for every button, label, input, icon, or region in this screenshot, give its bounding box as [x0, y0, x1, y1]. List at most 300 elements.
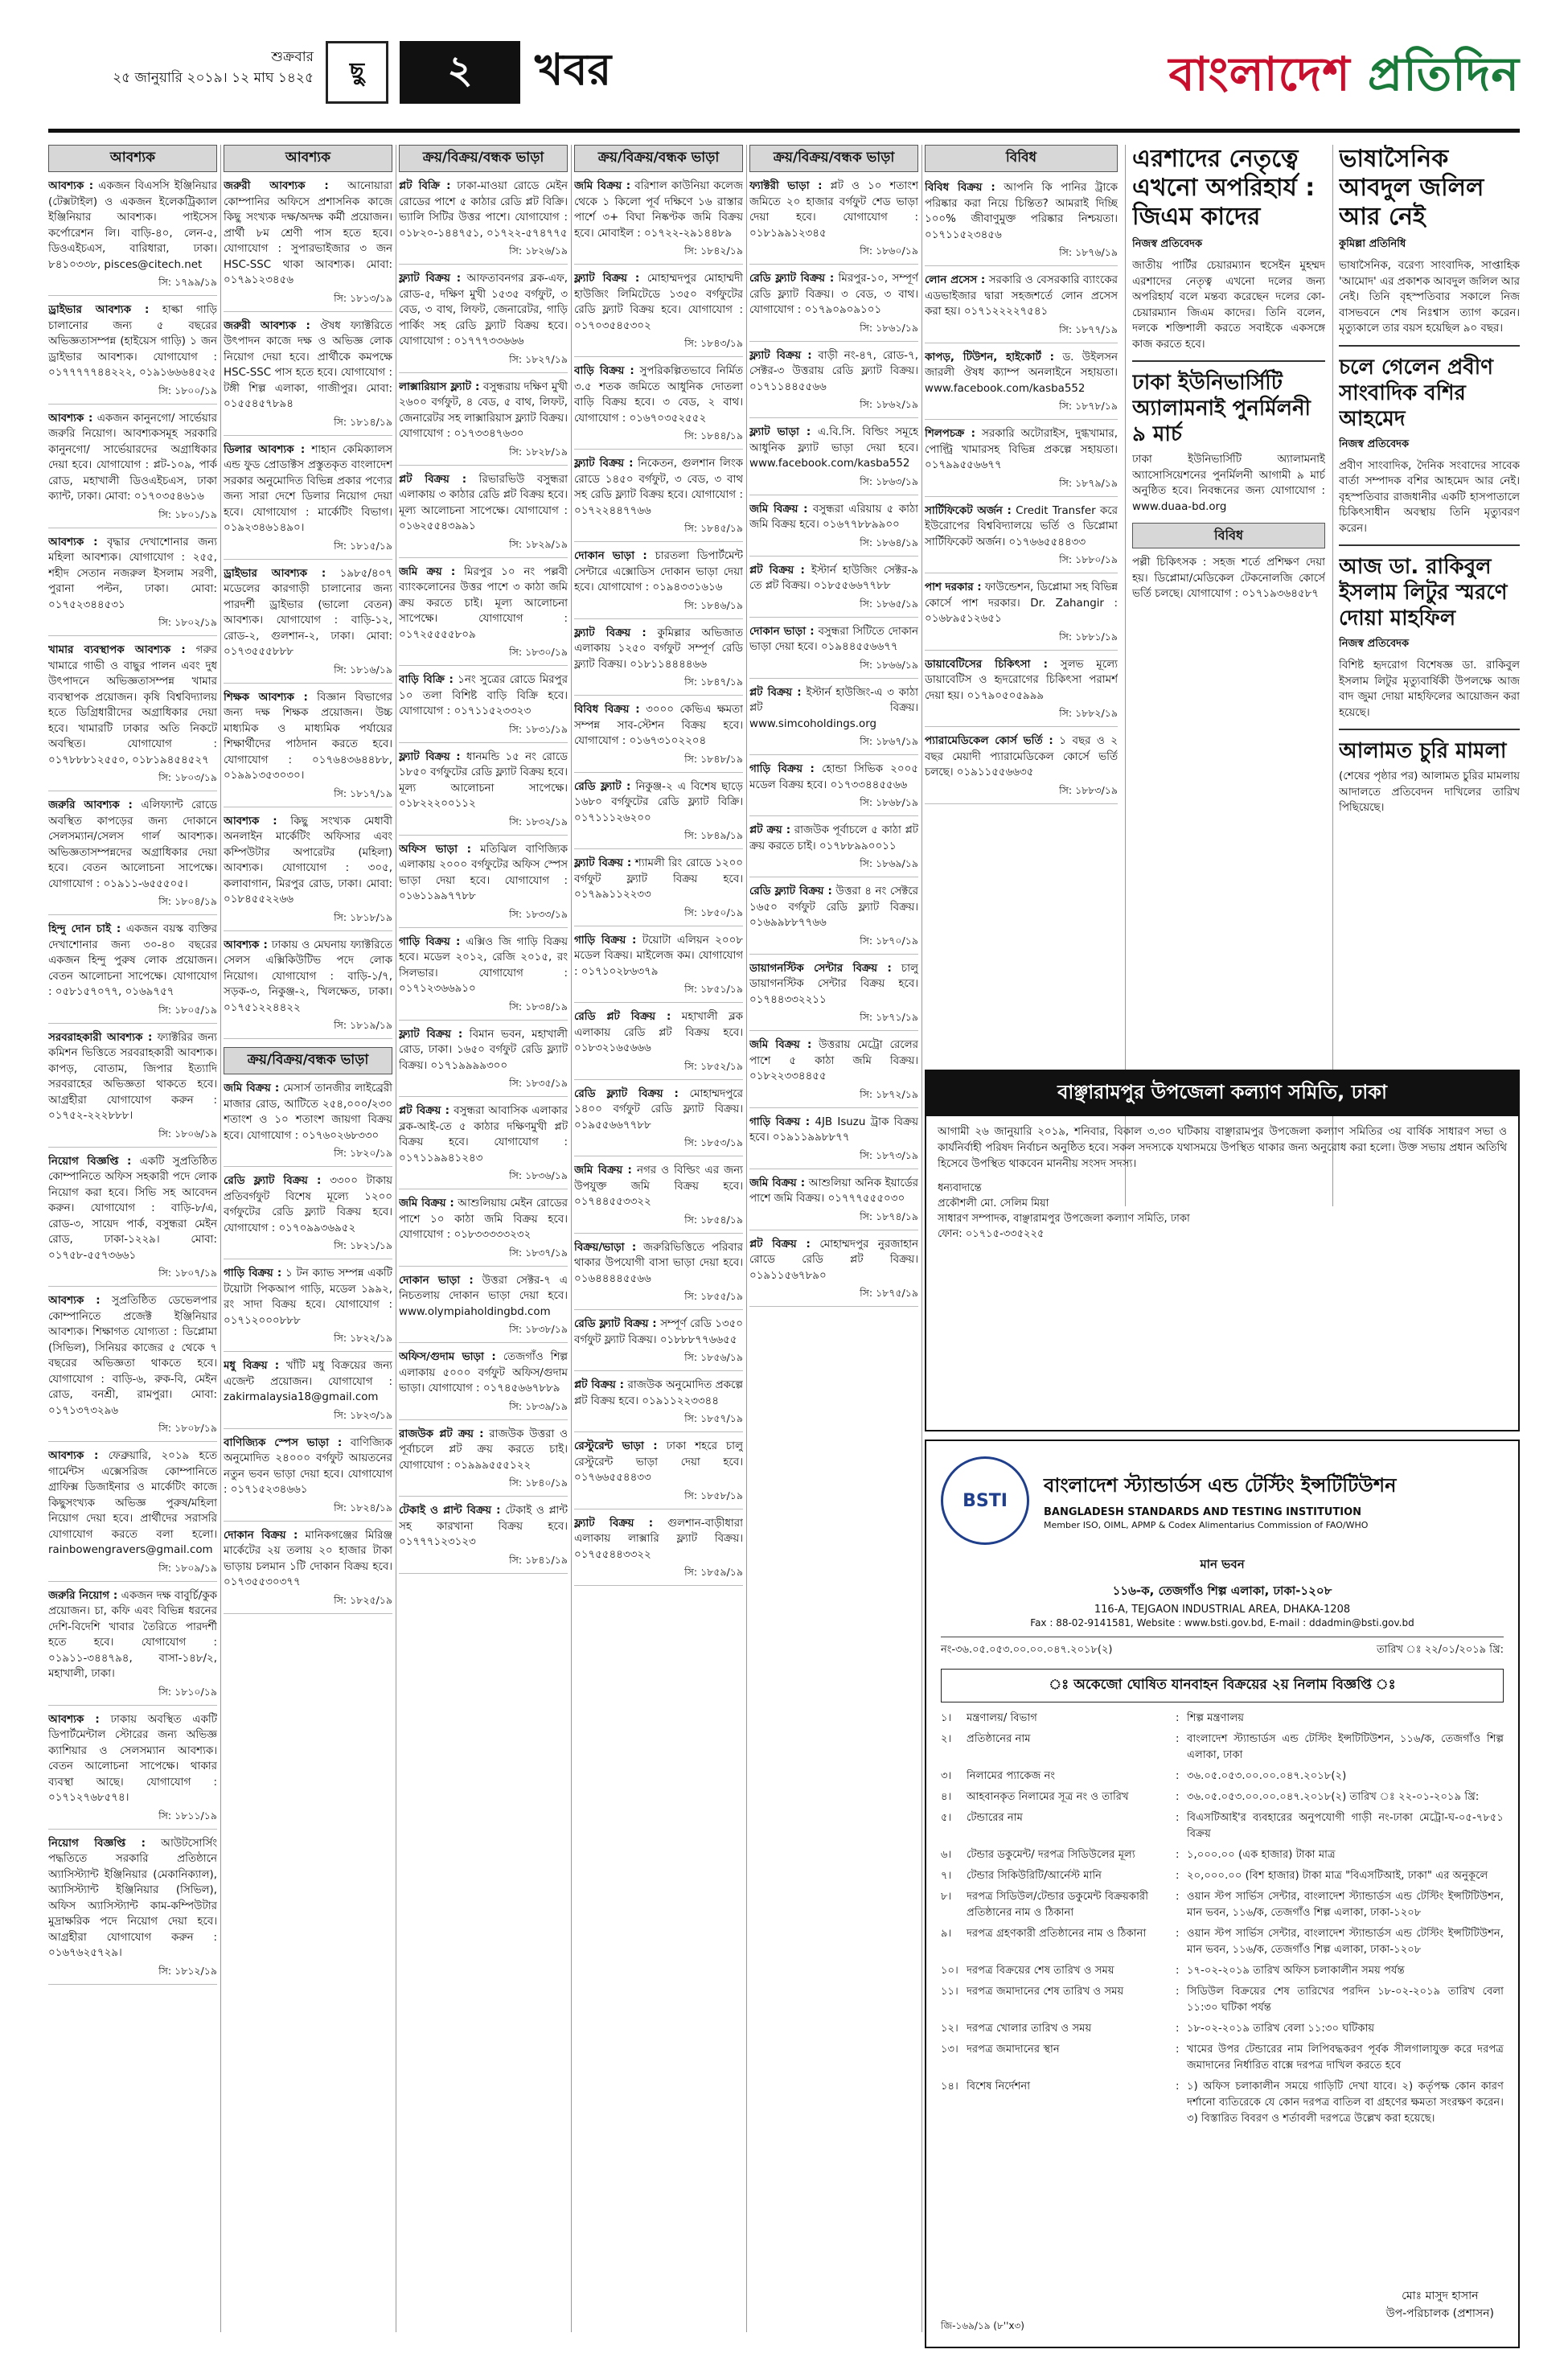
classified-ad [224, 318, 392, 413]
column-heading: আবশ্যক [224, 145, 392, 172]
classified-column [48, 145, 217, 2332]
ad-ref: সি: ১৮০০/১৯ [48, 384, 217, 405]
ad-lead: রেস্টুরেন্ট ভাড়া : [574, 1440, 658, 1452]
ad-text: নগর ও বিল্ডিং এর জন্য উপযুক্ত জমি বিক্রয় হবে। ০১৭৪৪৫৫৩৩২২ [574, 1164, 743, 1208]
row-colon: : [1176, 1965, 1180, 1977]
ad-text: মোহাম্মদপুর নুরজাহান রোডে রেডি প্লট বিক্রয়। ০১৯১১৫৬৭৮৯০ [749, 1238, 918, 1282]
ad-ref: সি: ১৮২৬/১৯ [399, 244, 568, 265]
classified-ad [574, 548, 743, 596]
ad-lead: নিয়োগ বিজ্ঞপ্তি : [48, 1837, 146, 1850]
ad-lead: ফ্ল্যাট বিক্রয় : [574, 1517, 654, 1530]
classified-ad [749, 762, 918, 793]
classified-ad [224, 1435, 392, 1498]
ad-ref: সি: ১৮৭৪/১৯ [749, 1210, 918, 1230]
ad-lead: জমি বিক্রয় : [749, 503, 808, 515]
ad-lead: অফিস ভাড়া : [399, 843, 471, 856]
ad-ref: সি: ১৮৩৩/১৯ [399, 908, 568, 928]
ad-ref: সি: ১৮৪৫/১৯ [574, 522, 743, 542]
divider [1339, 729, 1520, 730]
classified-ad [224, 1266, 392, 1329]
ad-lead: বাণিজ্যিক স্পেস ভাড়া : [224, 1436, 343, 1449]
ad-text: বিজ্ঞান বিভাগের জন্য দক্ষ শিক্ষক প্রয়োজন। উচ্চ মাধ্যমিক ও মাধ্যমিক পর্যায়ের শিক্ষার্থীদের পাঠদান করতে হবে। যোগাযোগ : ০১৭৬৪৩৬৪৪৮৮, ০১৯৯১৩৫৩০৩০। [224, 691, 392, 782]
ad-text: বসুন্ধরা এরিয়ায় ৫ কাঠা জমি বিক্রয় হবে। ০১৬৭৭৮৮৯৯০০ [749, 503, 918, 531]
ad-lead: দোকান ভাড়া : [399, 1274, 474, 1287]
ad-lead: ড্রাইভার আবশ্যক : [224, 567, 326, 580]
ad-lead: ফ্ল্যাট বিক্রয় : [574, 458, 634, 470]
row-value: ৩৬.০৫.০৫৩.০০.০০.০৪৭.২০১৮(২) [1187, 1770, 1347, 1782]
logo-part-1: বাংলাদেশ [1168, 47, 1368, 101]
column-divider [571, 145, 572, 2332]
ad-ref: সি: ১৮৩৯/১৯ [399, 1400, 568, 1420]
ad-text: তেজগাঁও শিল্প এলাকায় ৫০০০ বর্গফুট অফিস/গুদাম ভাড়া। যোগাযোগ : ০১৭৪৫৬৬৭৮৮৯ [399, 1351, 568, 1394]
ad-text: 4JB Isuzu ট্রাক বিক্রয় হবে। ০১৯১১৯৯৮৮৭৭ [749, 1115, 918, 1144]
section-title: খবর [535, 44, 612, 95]
ad-ref: সি: ১৮২৯/১৯ [399, 538, 568, 558]
ad-text: টয়োটা এলিয়ন ২০০৮ মডেল বিক্রয়। মাইলেজ কম। যোগাযোগ : ০১৭১০২৮৬৩৭৯ [574, 934, 743, 978]
classified-ad [48, 179, 217, 273]
bibidh-ad [925, 350, 1118, 397]
classified-ad [749, 271, 918, 318]
ad-text: আপনি কি পানির ট্রাকে পরিষ্কার করা নিয়ে চিন্তিত? আমরাই দিচ্ছি ১০০% জীবাণুমুক্ত পরিষ্কার নিশ্চয়তা। ০১৭১১৫২৩৪৫৬ [925, 182, 1118, 241]
ad-text: একটি সুপ্রতিষ্ঠিত কোম্পানিতে অফিস সহকারী পদে লোক নিয়োগ করা হবে। সিভি সহ আবেদন করুন। যোগাযোগ : বাড়ি-৮/এ, রোড-৩, সায়েদ পার্ক, বসুন্ধরা মেইন রোড, ঢাকা-১২২৯। মোবা: ০১৭৫৮-৫৫৭৩৬৬১ [48, 1155, 217, 1262]
ad-text: মানিকগঞ্জের মিরিঞ্জ মার্কেটের ২য় তলায় ২০ হাজার টাকা ভাড়ায় চলমান ১টি দোকান বিক্রয় হবে। ০১৭৩৫৫৩০৩৭৭ [224, 1529, 392, 1588]
ad-ref: সি: ১৮৪২/১৯ [574, 244, 743, 265]
bibidh-ad [925, 580, 1118, 627]
ad-lead: রেডি প্লট বিক্রয় : [574, 1011, 671, 1023]
row-key: বিশেষ নির্দেশনা [967, 2080, 1031, 2093]
ad-lead: কাপড়, টিউশন, হাইকোর্ট : [925, 351, 1054, 363]
tender-row [941, 1926, 1504, 1958]
ad-text: ফাউন্ডেশন, ডিপ্লোমা সহ বিভিন্ন কোর্সে পাশ দরকার। Dr. Zahangir : ০১৬৮৯৫১২৬৫১ [925, 581, 1118, 625]
row-colon: : [1176, 1733, 1180, 1745]
ad-ref: সি: ১৮৩৬/১৯ [399, 1169, 568, 1189]
classified-ad [574, 1439, 743, 1486]
row-key: দরপত্র সিডিউল/টেন্ডার ডকুমেন্ট বিক্রয়কারী প্রতিষ্ঠানের নাম ও ঠিকানা [967, 1891, 1148, 1919]
ad-lead: প্লট বিক্রয় : [749, 686, 802, 699]
classified-ad [749, 884, 918, 931]
ad-ref: সি: ১৮৪৩/১৯ [574, 337, 743, 357]
row-value: ১) অফিস চলাকালীন সময়ে গাড়িটি দেখা যাবে। ২) কর্তৃপক্ষ কোন কারণ দর্শানো ব্যতিরেকে যে কোন দরপত্র বাতিল বা গ্রহণের ক্ষমতা সংরক্ষণ করেন। ৩) বিস্তারিত বিবরণ ও শর্তাবলী দরপত্রে উল্লেখ করা হয়েছে। [1187, 2080, 1504, 2125]
ad-text: ড. উইলসন জারলী ঔষধ ক্যাম্প অনলাইনে সহায়তা। www.facebook.com/kasba552 [925, 351, 1118, 395]
ad-lead: ফ্ল্যাট বিক্রয় : [574, 857, 632, 869]
ad-lead: রেডি ফ্ল্যাট বিক্রয় : [749, 885, 832, 897]
classified-ad [399, 672, 568, 720]
tender-ref: জি-১৬৯/১৯ (৮''x৩) [941, 2320, 1024, 2331]
ad-lead: আবশ্যক : [224, 939, 268, 951]
row-value: ওয়ান স্টপ সার্ভিস সেন্টার, বাংলাদেশ স্ট্যান্ডার্ডস এন্ড টেস্টিং ইন্সটিটিউশন, মান ভবন, ১১৬/ক, তেজগাঁও শিল্প এলাকা, ঢাকা-১২০৮ [1187, 1928, 1504, 1956]
ad-ref: সি: ১৮৭৬/১৯ [925, 246, 1118, 266]
masthead [48, 32, 1520, 121]
classified-ad [399, 1027, 568, 1074]
classified-ad [399, 1103, 568, 1166]
ad-lead: রেডি ফ্ল্যাট বিক্রয় : [224, 1175, 322, 1187]
classified-column [399, 145, 568, 2332]
ad-lead: গাড়ি বিক্রয় : [224, 1267, 282, 1279]
ad-lead: জমি বিক্রয় : [574, 180, 631, 192]
org-name-bn: বাংলাদেশ স্ট্যান্ডার্ডস এন্ড টেস্টিং ইন্সটিটিউশন [1044, 1474, 1397, 1497]
classified-ad [48, 1154, 217, 1264]
ad-text: বসুন্ধরা সিটিতে দোকান ভাড়া দেয়া হবে। ০১৯৪৪৫৫৬৬৭৭ [749, 625, 918, 653]
classified-column [224, 145, 392, 2332]
classified-ad [749, 1176, 918, 1207]
ad-text: Credit Transfer করে ইউরোপের বিশ্ববিদ্যালয়ে ভর্তি ও ডিপ্লোমা সার্টিফিকেট অর্জন। ০১৭৬৬৫৫৪৪৩৩ [925, 504, 1118, 548]
row-colon: : [1176, 1770, 1180, 1782]
classified-ad [48, 643, 217, 768]
bibidh-ads [925, 180, 1118, 1210]
story5-headline: আজ ডা. রাকিবুল ইসলাম লিটুর স্মরণে দোয়া মাহফিল [1339, 555, 1508, 630]
ad-lead: ফ্যাক্টরী ভাড়া : [749, 180, 823, 192]
row-key: টেন্ডার সিকিউরিটি/আর্নেস্ট মানি [967, 1870, 1102, 1882]
row-value: ১৭-০২-২০১৯ তারিখ অফিস চলাকালীন সময় পর্যন্ত [1187, 1965, 1405, 1977]
tender-row [941, 2079, 1504, 2127]
ad-ref: সি: ১৮৫৩/১৯ [574, 1136, 743, 1156]
bibidh2-text: পল্লী চিকিৎসক : সহজ শর্তে প্রশিক্ষণ দেয়া হয়। ডিপ্লোমা/মেডিকেল টেকনোলজি কোর্সে ভর্তি চলছে। যোগাযোগ : ০১৭১৯৩৬৪৫৮৭ [1132, 557, 1325, 600]
ad-text: শ্যামলী রিং রোডে ১২০০ বর্গফুট ফ্ল্যাট বিক্রয় হবে। ০১৭৯৯১১২২৩৩ [574, 857, 743, 901]
ad-lead: ফ্ল্যাট বিক্রয় : [399, 1028, 463, 1041]
tender-row [941, 2021, 1504, 2037]
row-value: শিল্প মন্ত্রণালয় [1187, 1712, 1245, 1724]
row-value: খামের উপর টেন্ডারের নাম লিপিবদ্ধকরণ পূর্বক সীলগালাযুক্ত করে দরপত্র জমাদানের নির্ধারিত বাক্সে দরপত্র দাখিল করতে হবে [1187, 2043, 1504, 2072]
ad-ref: সি: ১৮৮২/১৯ [925, 707, 1118, 727]
bibidh-heading: বিবিধ [925, 145, 1118, 172]
ad-ref: সি: ১৮১৬/১৯ [224, 663, 392, 684]
row-key: দরপত্র বিক্রয়ের শেষ তারিখ ও সময় [967, 1965, 1114, 1977]
classified-ad [399, 380, 568, 442]
classified-ad [224, 1528, 392, 1591]
tender-row [941, 1847, 1504, 1863]
tender-row [941, 1963, 1504, 1979]
page-label [326, 32, 611, 113]
ad-lead: রেডি ফ্ল্যাট : [574, 780, 631, 793]
row-key: প্রতিষ্ঠানের নাম [967, 1733, 1031, 1745]
story2-headline: ঢাকা ইউনিভার্সিটি অ্যালামনাই পুনর্মিলনী ৯ মার্চ [1132, 371, 1311, 446]
ad-lead: প্যারামেডিকেল কোর্স ভর্তি : [925, 735, 1053, 747]
row-number: ১৪। [941, 2080, 958, 2093]
classified-column [574, 145, 743, 2332]
tender-row [941, 1810, 1504, 1842]
ad-lead: শিলপচক্র : [925, 428, 976, 440]
signature-line: ফোন: ০১৭১৫-৩৩৫২২৫ [938, 1228, 1045, 1240]
ad-lead: প্লট বিক্রয় : [399, 473, 467, 486]
ad-text: এক্সিও জি গাড়ি বিক্রয় হবে। মডেল ২০১২, রেজি ২০১৫, রং সিলভার। যোগাযোগ : ০১৭১২৩৬৬৯১০ [399, 935, 568, 995]
tender-header [941, 1452, 1504, 1549]
story5-text: বিশিষ্ট হৃদরোগ বিশেষজ্ঞ ডা. রাকিবুল ইসলাম লিটুর মৃত্যুবার্ষিকী উপলক্ষে আজ বাদ জুমা দোয়া মাহফিলের আয়োজন করা হয়েছে। [1339, 659, 1520, 719]
org-membership: Member ISO, OIML, APMP & Codex Alimentarius Commission of FAO/WHO [1044, 1520, 1369, 1530]
column-heading: ক্রয়/বিক্রয়/বন্ধক ভাড়া [574, 145, 743, 172]
ad-ref: সি: ১৮০৪/১৯ [48, 895, 217, 915]
classified-ad [48, 1588, 217, 1682]
ad-ref: সি: ১৮৭২/১৯ [749, 1088, 918, 1108]
ad-text: ঢাকা শহরে চালু রেস্টুরেন্ট ভাড়া দেয়া হবে। ০১৭৬৬৫৫৪৪৩৩ [574, 1440, 743, 1484]
classified-ad [574, 702, 743, 750]
ad-text: বাড়ী নং-৪৭, রোড-৭, সেক্টর-৩ উত্তরায় রেডি ফ্ল্যাট বিক্রয়। ০১৭১১৪৪৫৫৬৬ [749, 349, 918, 393]
story4-headline: চলে গেলেন প্রবীণ সাংবাদিক বশির আহমেদ [1339, 355, 1493, 431]
ad-lead: গাড়ি বিক্রয় : [749, 763, 815, 775]
row-key: দরপত্র গ্রহণকারী প্রতিষ্ঠানের নাম ও ঠিকানা [967, 1928, 1147, 1940]
ad-lead: বিবিধ বিক্রয় : [574, 704, 640, 716]
ad-lead: জরুরী আবশ্যক : [224, 180, 329, 192]
ad-lead: ডায়াগনস্টিক সেন্টার বিক্রয় : [749, 962, 892, 975]
row-number: ১৩। [941, 2043, 958, 2056]
classified-ad [399, 179, 568, 241]
ad-ref: সি: ১৮৫৫/১৯ [574, 1290, 743, 1310]
row-number: ৮। [941, 1891, 952, 1903]
bibidh-ad [925, 180, 1118, 243]
classified-ad [574, 363, 743, 426]
ad-lead: হিন্দু দোন চাই : [48, 923, 121, 935]
tender-row [941, 1789, 1504, 1805]
ad-lead: মধু বিক্রয় : [224, 1360, 280, 1372]
ad-lead: ফ্ল্যাট বিক্রয় : [749, 349, 812, 362]
ad-text: নিকেতন, গুলশান লিংক রোডে ১৪৫০ বর্গফুট, ৩ বেড, ৩ বাথ সহ রেডি ফ্ল্যাট বিক্রয় হবে। যোগাযোগ : ০১৭২২৪৪৭৭৬৬ [574, 458, 743, 517]
association-notice [925, 1070, 1520, 1431]
ad-text: রাজউক অনুমোদিত প্রকল্পে প্লট বিক্রয় হবে। ০১৯১১২২৩৩৪৪ [574, 1379, 743, 1407]
ad-lead: বিক্রয়/ভাড়া : [574, 1241, 637, 1254]
row-key: আহবানকৃত নিলামের সূত্র নং ও তারিখ [967, 1791, 1129, 1803]
classified-ad [749, 425, 918, 472]
ad-ref: সি: ১৮৬৩/১৯ [749, 475, 918, 495]
row-key: দরপত্র জমাদানের স্থান [967, 2043, 1060, 2056]
ad-text: রিভারভিউ বসুন্ধরা এলাকায় ৩ কাঠার রেডি প্লট বিক্রয় হবে। মূল্য আলোচনা সাপেক্ষে। যোগাযোগ : ০১৬২৫৫৪৩৯৯১ [399, 473, 568, 532]
ad-ref: সি: ১৮৫৯/১৯ [574, 1566, 743, 1586]
bibidh-ad [925, 733, 1118, 781]
ad-ref: সি: ১৮৬৮/১৯ [749, 796, 918, 816]
signatory-title: উপ-পরিচালক (প্রশাসন) [1385, 2307, 1494, 2320]
ad-lead: প্লট বিক্রি : [399, 180, 451, 192]
ad-lead: বাড়ি বিক্রয় : [574, 365, 634, 377]
ad-lead: জমি ক্রয় : [399, 565, 456, 578]
ad-text: বরিশাল কাউনিয়া কলেজ থেকে ১ কিলো পূর্ব দক্ষিণে ১৬ রাস্তার পার্শে ৩+ বিঘা নিষ্কণ্টক জমি বিক্রয় হবে। মোবাইল : ০১৭২২-২৯১৪৪৮৯ [574, 180, 743, 240]
story6-text: (শেষের পৃষ্ঠার পর) আলামত চুরির মামলায় আদালতে প্রতিবেদন দাখিলের তারিখ পিছিয়েছে। [1339, 770, 1520, 814]
ad-text: ধানমন্ডি ১৫ নং রোডে ১৮৫০ বর্গফুটের রেডি ফ্ল্যাট বিক্রয় হবে। মূল্য আলোচনা সাপেক্ষে। ০১৮২২২০০১১২ [399, 750, 568, 810]
classified-ad [749, 1037, 918, 1085]
classified-ad [224, 690, 392, 784]
ad-lead: আবশ্যক : [48, 1295, 101, 1307]
classified-ad [749, 348, 918, 396]
ad-ref: সি: ১৮৬২/১৯ [749, 398, 918, 418]
signature-line: সাধারণ সম্পাদক, বাঞ্ছারামপুর উপজেলা কল্যাণ সমিতি, ঢাকা [938, 1213, 1190, 1225]
row-value: বিএসটিআই'র ব্যবহারের অনুপযোগী গাড়ী নং-ঢাকা মেট্রো-ঘ-০৫-৭৮৫১ বিক্রয় [1187, 1812, 1504, 1840]
row-number: ৪। [941, 1791, 952, 1803]
memo-date: তারিখ ঃ ২২/০১/২০১৯ খ্রি: [1377, 1644, 1504, 1656]
row-colon: : [1176, 2023, 1180, 2035]
column-divider [1332, 145, 1333, 1206]
ad-text: গুলশান-বাড়ীধারা এলাকায় লাক্সারি ফ্ল্যাট বিক্রয়। ০১৭৫৫৪৪৩৩২২ [574, 1517, 743, 1561]
classified-ad [48, 798, 217, 892]
page-number: ২ [400, 41, 520, 104]
ad-ref: সি: ১৮১৯/১৯ [224, 1019, 392, 1039]
classified-ad [399, 1503, 568, 1550]
classified-ad [48, 1836, 217, 1961]
ad-text: একজন কানুনগো/ সার্ভেয়ার জরুরি নিয়োগ। আবশ্যকসমূহ সরকারি কানুনগো/ সার্ভেয়ারদের অগ্রাধিকার দেয়া হবে। যোগাযোগ : প্লট-১০৯, পার্ক রোড, মহাখালী ডিওএইচএস, ঢাকা ক্যান্ট, ঢাকা। মোবা: ০১৭০৩৫৪৬১৬ [48, 412, 217, 503]
ad-lead: সরবরাহকারী আবশ্যক : [48, 1031, 153, 1044]
story4-byline: নিজস্ব প্রতিবেদক [1339, 437, 1410, 450]
ad-lead: প্লট বিক্রয় : [749, 1238, 811, 1251]
ad-ref: সি: ১৮২১/১৯ [224, 1239, 392, 1259]
ad-text: ঢাকা-মাওয়া রোডে মেইন রোডের পাশে ৫ কাঠার রেডি প্লট বিক্রি। ভ্যালি সিটির উত্তর পাশে। যোগাযোগ : ০১৮২০-১৪৪৭৫১, ০১৭২২-৫৭৪৭৭৫ [399, 180, 568, 240]
row-key: টেন্ডারের নাম [967, 1812, 1023, 1824]
ad-lead: আবশ্যক : [48, 1450, 99, 1462]
ad-ref: সি: ১৮১০/১৯ [48, 1686, 217, 1706]
row-number: ৫। [941, 1812, 952, 1824]
classified-ad [48, 1030, 217, 1124]
ad-ref: সি: ১৮৪০/১৯ [399, 1477, 568, 1497]
ad-ref: সি: ১৮১৮/১৯ [224, 911, 392, 931]
classified-ad [399, 565, 568, 643]
contact-line: Fax : 88-02-9141581, Website : www.bsti.gov.bd, E-mail : ddadmin@bsti.gov.bd [1030, 1617, 1414, 1629]
ad-lead: দোকান বিক্রয় : [224, 1529, 298, 1542]
ad-text: বিমান ভবন, মহাখালী রোড, ঢাকা। ১৬৫০ বর্গফুট রেডি ফ্ল্যাট বিক্রয়। ০১৭১৯৯৯৯৩০০ [399, 1028, 568, 1072]
classified-ad [399, 750, 568, 812]
ad-ref: সি: ১৮০৯/১৯ [48, 1562, 217, 1582]
ad-lead: জরুরি আবশ্যক : [48, 799, 133, 811]
notice-body: আগামী ২৬ জানুয়ারি ২০১৯, শনিবার, বিকাল ৩.৩০ ঘটিকায় বাঞ্ছারামপুর উপজেলা কল্যাণ সমিতির ৩য় বার্ষিক সাধারণ সভা ও কার্যনির্বাহী পরিষদ নির্বাচন অনুষ্ঠিত হবে। সকল সদস্যকে যথাসময়ে উপস্থিত থাকার জন্য অনুরোধ করা হলো। উক্ত সভায় প্রধান অতিথি হিসেবে উপস্থিত থাকবেন মাননীয় সংসদ সদস্য। [938, 1126, 1507, 1170]
ad-ref: সি: ১৮১১/১৯ [48, 1809, 217, 1830]
ad-ref: সি: ১৮৭৯/১৯ [925, 477, 1118, 497]
classified-ad [749, 685, 918, 733]
ad-lead: গাড়ি বিক্রয় : [749, 1115, 811, 1128]
ad-ref: সি: ১৮১৩/১৯ [224, 292, 392, 312]
ad-text: সরকারি ও বেসরকারি ব্যাংকের এডভাইজার দ্বারা সহজশর্তে লোন প্রসেস করা হয়। ০১৭১২২২২৭৫৪১ [925, 274, 1118, 318]
classified-ad [48, 302, 217, 381]
row-colon: : [1176, 1791, 1180, 1803]
ad-text: জরুরিভিত্তিতে পরিবার থাকার উপযোগী বাসা ভাড়া দেয়া হবে। ০১৬৪৪৪৪৫৫৬৬ [574, 1241, 743, 1285]
row-key: দরপত্র জমাদানের শেষ তারিখ ও সময় [967, 1986, 1124, 1998]
ad-ref: সি: ১৮৮১/১৯ [925, 630, 1118, 651]
ad-text: মেসার্স তানজীর লাইব্রেরী মাজার রোড, আটিতে ২৫৪,০০০/২৩০ শতাংশ ও ১০ শতাংশ জায়গা বিক্রয় হবে। যোগাযোগ : ০১৭৬০২৬৮৩৩০ [224, 1082, 392, 1142]
column-subheading: ক্রয়/বিক্রয়/বন্ধক ভাড়া [224, 1047, 392, 1074]
ad-text: মোহাম্মদপুর মোহাম্মদী হাউজিং লিমিটেডে ১৩৫০ বর্গফুটের রেডি ফ্ল্যাট বিক্রয় হবে। যোগাযোগ : ০১৭০৩৫৪৫৩০২ [574, 273, 743, 332]
ad-lead: ডিলার আবশ্যক : [224, 443, 306, 456]
tender-row [941, 1868, 1504, 1884]
logo-part-2: প্রতিদিন [1367, 47, 1520, 101]
news-column-right [1339, 145, 1520, 1206]
address-en: 116-A, TEJGAON INDUSTRIAL AREA, DHAKA-1208 [1094, 1604, 1351, 1616]
ad-text: হোন্ডা সিভিক ২০০৫ মডেল বিক্রয় হবে। ০১৭৩৩৪৪৫৫৬৬ [749, 763, 918, 791]
classified-ad [224, 938, 392, 1017]
ad-lead: নিয়োগ বিজ্ঞপ্তি : [48, 1155, 132, 1168]
ad-lead: বিবিধ বিক্রয় : [925, 182, 995, 194]
classified-ad [574, 1516, 743, 1563]
ad-lead: জমি বিক্রয় : [749, 1039, 812, 1051]
ad-ref: সি: ১৮৫১/১৯ [574, 983, 743, 1003]
ad-text: ১৯৮৫/৪০৭ মডেলের কারগাড়ী চালানোর জন্য পারদর্শী ড্রাইভার (ভালো বেতন) আবশ্যক। যোগাযোগ : বাড়ি-১২, রোড-২, গুলশান-২, ঢাকা। মোবা: ০১৭৩৫৫৫৮৮৮ [224, 567, 392, 658]
ad-text: আনোয়ারা কোম্পানির অফিসে প্রশাসনিক কাজে কিছু সংখ্যক দক্ষ/অদক্ষ কর্মী প্রয়োজন। প্রার্থী ৮ম শ্রেণী পাস হতে হবে। যোগাযোগ : সুপারভাইজার ৩ জন HSC-SSC থাকা আবশ্যক। মোবা: ০১৭৯১২৩৪৫৬ [224, 180, 392, 286]
ad-ref: সি: ১৮৭৭/১৯ [925, 323, 1118, 343]
ad-ref: সি: ১৮৩৪/১৯ [399, 1000, 568, 1021]
ad-ref: সি: ১৮৪৬/১৯ [574, 599, 743, 619]
classified-ad [749, 563, 918, 594]
classified-ad [574, 779, 743, 827]
ad-text: বৃদ্ধার দেখাশোনার জন্য মহিলা আবশ্যক। যোগাযোগ : ২৫৫, শহীদ সেতান নজরুল ইসলাম সরণী, পুরানা পল্টন, ঢাকা। মোবা: ০১৭৫২৩৪৪৫৩১ [48, 536, 217, 611]
row-number: ৭। [941, 1870, 952, 1882]
ad-text: মিরপুর-১০, সম্পূর্ণ রেডি ফ্ল্যাট বিক্রয়। ৩ বেড, ৩ বাথ। যোগাযোগ : ০১৭৯০৯০৯১০১ [749, 273, 918, 316]
ad-text: ঢাকায় অবস্থিত একটি ডিপার্টমেন্টাল স্টোরের জন্য অভিজ্ঞ ক্যাশিয়ার ও সেলসম্যান আবশ্যক। বেতন আলোচনা সাপেক্ষে। থাকার ব্যবস্থা আছে। যোগাযোগ : ০১৭১২৭৬৮৫৭৪। [48, 1713, 217, 1804]
row-value: ওয়ান স্টপ সার্ভিস সেন্টার, বাংলাদেশ স্ট্যান্ডার্ডস এন্ড টেস্টিং ইন্সটিটিউশন, মান ভবন, ১১৬/ক, তেজগাঁও শিল্প এলাকা, ঢাকা-১২০৮ [1187, 1891, 1504, 1919]
ad-text: ৩০০০ কেভিএ ক্ষমতা সম্পন্ন সাব-স্টেশন বিক্রয় হবে। যোগাযোগ : ০১৬৭৩১০২২০৪ [574, 704, 743, 747]
ad-lead: প্লট বিক্রয় : [574, 1379, 624, 1391]
ad-ref: সি: ১৮৩৫/১৯ [399, 1077, 568, 1097]
row-number: ১০। [941, 1965, 958, 1977]
ad-lead: রেডি ফ্ল্যাট বিক্রয় : [574, 1318, 657, 1330]
classified-ad [48, 411, 217, 505]
classified-ad [224, 814, 392, 908]
column-divider [1125, 145, 1126, 1206]
classified-ad [749, 823, 918, 854]
ad-lead: ফ্ল্যাট বিক্রয় : [574, 626, 646, 639]
classified-column [749, 145, 918, 2332]
story5-byline: নিজস্ব প্রতিবেদক [1339, 638, 1410, 650]
ad-text: বাণিজ্যিক অনুমোদিত ২৪০০০ বর্গফুট আয়তনের নতুন ভবন ভাড়া দেয়া হবে। যোগাযোগ : ০১৭১৫২৩৪৬৬১ [224, 1436, 392, 1496]
ad-lead: ডায়াবেটিসের চিকিৎসা : [925, 658, 1048, 671]
row-value: সিডিউল বিক্রয়ের শেষ তারিখের পরদিন ১৮-০২-২০১৯ তারিখ বেলা ১১:৩০ ঘটিকা পর্যন্ত [1187, 1986, 1504, 2014]
row-value: ২০,০০০.০০ (বিশ হাজার) টাকা মাত্র "বিএসটিআই, ঢাকা" এর অনুকূলে [1187, 1870, 1488, 1882]
tender-org [1044, 1471, 1396, 1530]
ad-text: শাহান কেমিক্যালস এন্ড ফুড প্রোডাক্টস প্রস্তুতকৃত বাংলাদেশ সরকার অনুমোদিত বিভিন্ন প্রকার পণ্যের জন্য সারা দেশে ডিলার নিয়োগ দেয়া হবে। যোগাযোগ : মার্কেটিং বিভাগ। ০১৯২৩৪৬১৪৯০। [224, 443, 392, 534]
row-number: ১২। [941, 2023, 958, 2035]
ad-lead: প্লট বিক্রয় : [399, 1105, 450, 1117]
ad-ref: সি: ১৮৭৮/১৯ [925, 400, 1118, 420]
date-block [48, 47, 314, 88]
story4-text: প্রবীণ সাংবাদিক, দৈনিক সংবাদের সাবেক বার্তা সম্পাদক বশির আহমেদ আর নেই। বৃহস্পতিবার রাজধানীর একটি হাসপাতালে চিকিৎসাধীন অবস্থায় তিনি মৃত্যুবরণ করেন। [1339, 459, 1520, 535]
ad-lead: রেডি ফ্ল্যাট বিক্রয় : [574, 1087, 679, 1100]
classified-ad [399, 1427, 568, 1474]
ad-ref: সি: ১৮৬০/১৯ [749, 244, 918, 265]
classified-ad [574, 1378, 743, 1409]
ad-lead: আবশ্যক : [48, 536, 98, 548]
ad-ref: সি: ১৮৫৪/১৯ [574, 1214, 743, 1234]
ad-ref: সি: ১৮৭০/১৯ [749, 934, 918, 955]
ad-ref: সি: ১৮২২/১৯ [224, 1332, 392, 1352]
divider [1132, 360, 1325, 362]
classified-ad [399, 934, 568, 997]
ad-ref: সি: ১৮৩০/১৯ [399, 646, 568, 666]
ad-text: নিকুঞ্জ-২ এ বিশেষ ছাড়ে ১৬৮০ বর্গফুটের রেডি ফ্ল্যাট বিক্রি। ০১৭১১১২৬২০০ [574, 780, 743, 824]
news-column-middle [1132, 145, 1325, 1206]
ad-lead: দোকান ভাড়া : [749, 625, 815, 638]
classified-ad [749, 502, 918, 533]
row-key: দরপত্র খোলার তারিখ ও সময় [967, 2023, 1092, 2035]
ad-text: আশুলিয়া অনিক ইয়ার্ডের পাশে জমি বিক্রয়। ০১৭৭৭৫৫৫০৩০ [749, 1177, 918, 1205]
ad-ref: সি: ১৮০৭/১৯ [48, 1267, 217, 1287]
classified-ad [48, 1712, 217, 1806]
ad-ref: সি: ১৮০৬/১৯ [48, 1127, 217, 1148]
ad-ref: সি: ১৮৭৩/১৯ [749, 1149, 918, 1169]
classified-ad [48, 1293, 217, 1419]
ad-text: উত্তরা সেক্টর-৭ এ নিচতলায় দোকান ভাড়া দেয়া হবে। www.olympiaholdingbd.com [399, 1274, 568, 1318]
story6-headline: আলামত চুরি মামলা [1339, 739, 1507, 763]
ad-text: ১নং সুত্রের রোডে মিরপুর ১০ তলা বিশিষ্ট বাড়ি বিক্রি হবে। যোগাযোগ : ০১৭১১৫২৩৩২৩ [399, 674, 568, 717]
ad-lead: টেকাই ও প্লান্ট বিক্রয় : [399, 1505, 501, 1517]
classified-ad [574, 456, 743, 519]
org-name-en: BANGLADESH STANDARDS AND TESTING INSTITUTION [1044, 1506, 1362, 1518]
signatory-name: মোঃ মাসুদ হাসান [1402, 2290, 1479, 2302]
ad-ref: সি: ১৮৬৯/১৯ [749, 857, 918, 877]
column-heading: ক্রয়/বিক্রয়/বন্ধক ভাড়া [399, 145, 568, 172]
ad-ref: সি: ১৮১৫/১৯ [224, 540, 392, 560]
ad-text: ৩৩০০ টাকায় প্রতিবর্গফুট বিশেষ মূল্যে ১২০০ বর্গফুটের রেডি ফ্ল্যাট বিক্রয় হবে। যোগাযোগ : ০১৭০৯৯৩৬৯৫২ [224, 1175, 392, 1234]
ad-text: মিরপুর ১০ নং পল্লবী ব্যাংকলোনের উত্তর পাশে ৩ কাঠা জমি ক্রয় করতে চাই। মূল্য আলোচনা সাপেক্ষে। যোগাযোগ : ০১৭২৫৫৫৫৮০৯ [399, 565, 568, 641]
ad-lead: লোন প্রসেস : [925, 274, 986, 286]
ad-lead: আবশ্যক : [48, 1713, 100, 1726]
ad-ref: সি: ১৮০৮/১৯ [48, 1422, 217, 1442]
bibidh-ad [925, 657, 1118, 704]
ad-ref: সি: ১৮১৪/১৯ [224, 416, 392, 436]
row-colon: : [1176, 1870, 1180, 1882]
classified-ad [749, 1237, 918, 1284]
signature-line: ধন্যবাদান্তে [938, 1182, 982, 1194]
ad-text: মতিঝিল বাণিজ্যিক এলাকায় ২০০০ বর্গফুটের অফিস স্পেস ভাড়া দেয়া হবে। যোগাযোগ : ০১৬১১৯৯৭৭৮৮ [399, 843, 568, 902]
